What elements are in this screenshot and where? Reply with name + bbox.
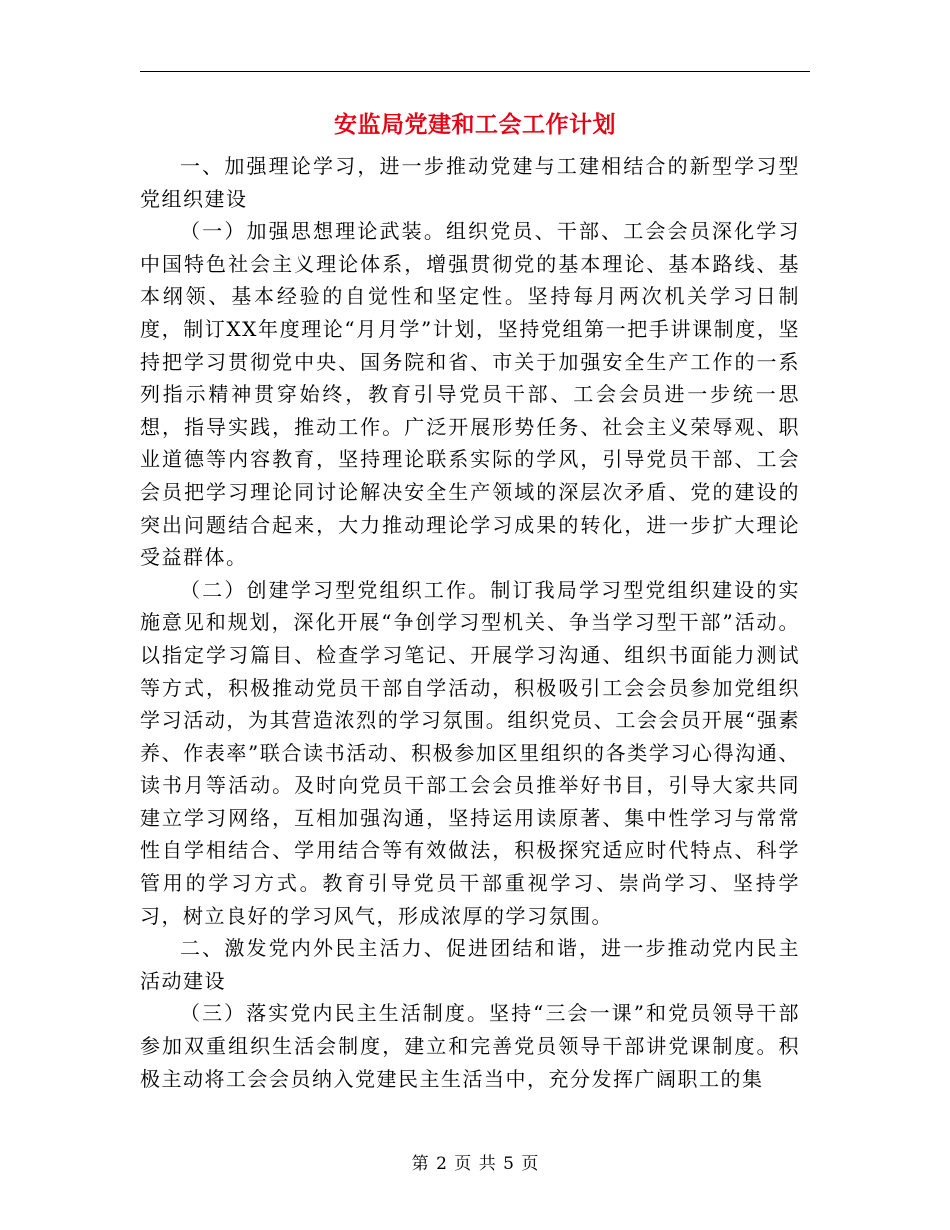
paragraph-3: （三）落实党内民主生活制度。坚持“三会一课”和党员领导干部参加双重组织生活会制度，建立和完善党员领导干部讲党课制度。积极主动将工会会员纳入党建民主生活当中，充分发挥广阔职工的集 bbox=[140, 1001, 800, 1091]
document-body bbox=[140, 150, 800, 1095]
page-number-footer: 第 2 页 共 5 页 bbox=[411, 1154, 539, 1174]
document-title: 安监局党建和工会工作计划 bbox=[334, 112, 616, 138]
section-heading-2: 二、激发党内外民主活力、促进团结和谐，进一步推动党内民主活动建设 bbox=[140, 936, 800, 993]
header-rule bbox=[140, 71, 810, 72]
section-heading-1: 一、加强理论学习，进一步推动党建与工建相结合的新型学习型党组织建设 bbox=[140, 154, 800, 211]
paragraph-2: （二）创建学习型党组织工作。制订我局学习型党组织建设的实施意见和规划，深化开展“争创学习型机关、争当学习型干部”活动。以指定学习篇目、检查学习笔记、开展学习沟通、组织书面能力测试等方式，积极推动党员干部自学活动，积极吸引工会会员参加党组织学习活动，为其营造浓烈的学习氛围。组织党员、工会会员开展“强素养、作表率”联合读书活动、积极参加区里组织的各类学习心得沟通、读书月等活动。及时向党员干部工会会员推举好书目，引导大家共同建立学习网络，互相加强沟通，坚持运用读原著、集中性学习与常常性自学相结合、学用结合等有效做法，积极探究适应时代特点、科学管用的学习方式。教育引导党员干部重视学习、崇尚学习、坚持学习，树立良好的学习风气，形成浓厚的学习氛围。 bbox=[140, 577, 800, 928]
paragraph-1: （一）加强思想理论武装。组织党员、干部、工会会员深化学习中国特色社会主义理论体系，增强贯彻党的基本理论、基本路线、基本纲领、基本经验的自觉性和坚定性。坚持每月两次机关学习日制度，制订XX年度理论“月月学”计划，坚持党组第一把手讲课制度，坚持把学习贯彻党中央、国务院和省、市关于加强安全生产工作的一系列指示精神贯穿始终，教育引导党员干部、工会会员进一步统一思想，指导实践，推动工作。广泛开展形势任务、社会主义荣辱观、职业道德等内容教育，坚持理论联系实际的学风，引导党员干部、工会会员把学习理论同讨论解决安全生产领域的深层次矛盾、党的建设的突出问题结合起来，大力推动理论学习成果的转化，进一步扩大理论受益群体。 bbox=[140, 219, 800, 570]
